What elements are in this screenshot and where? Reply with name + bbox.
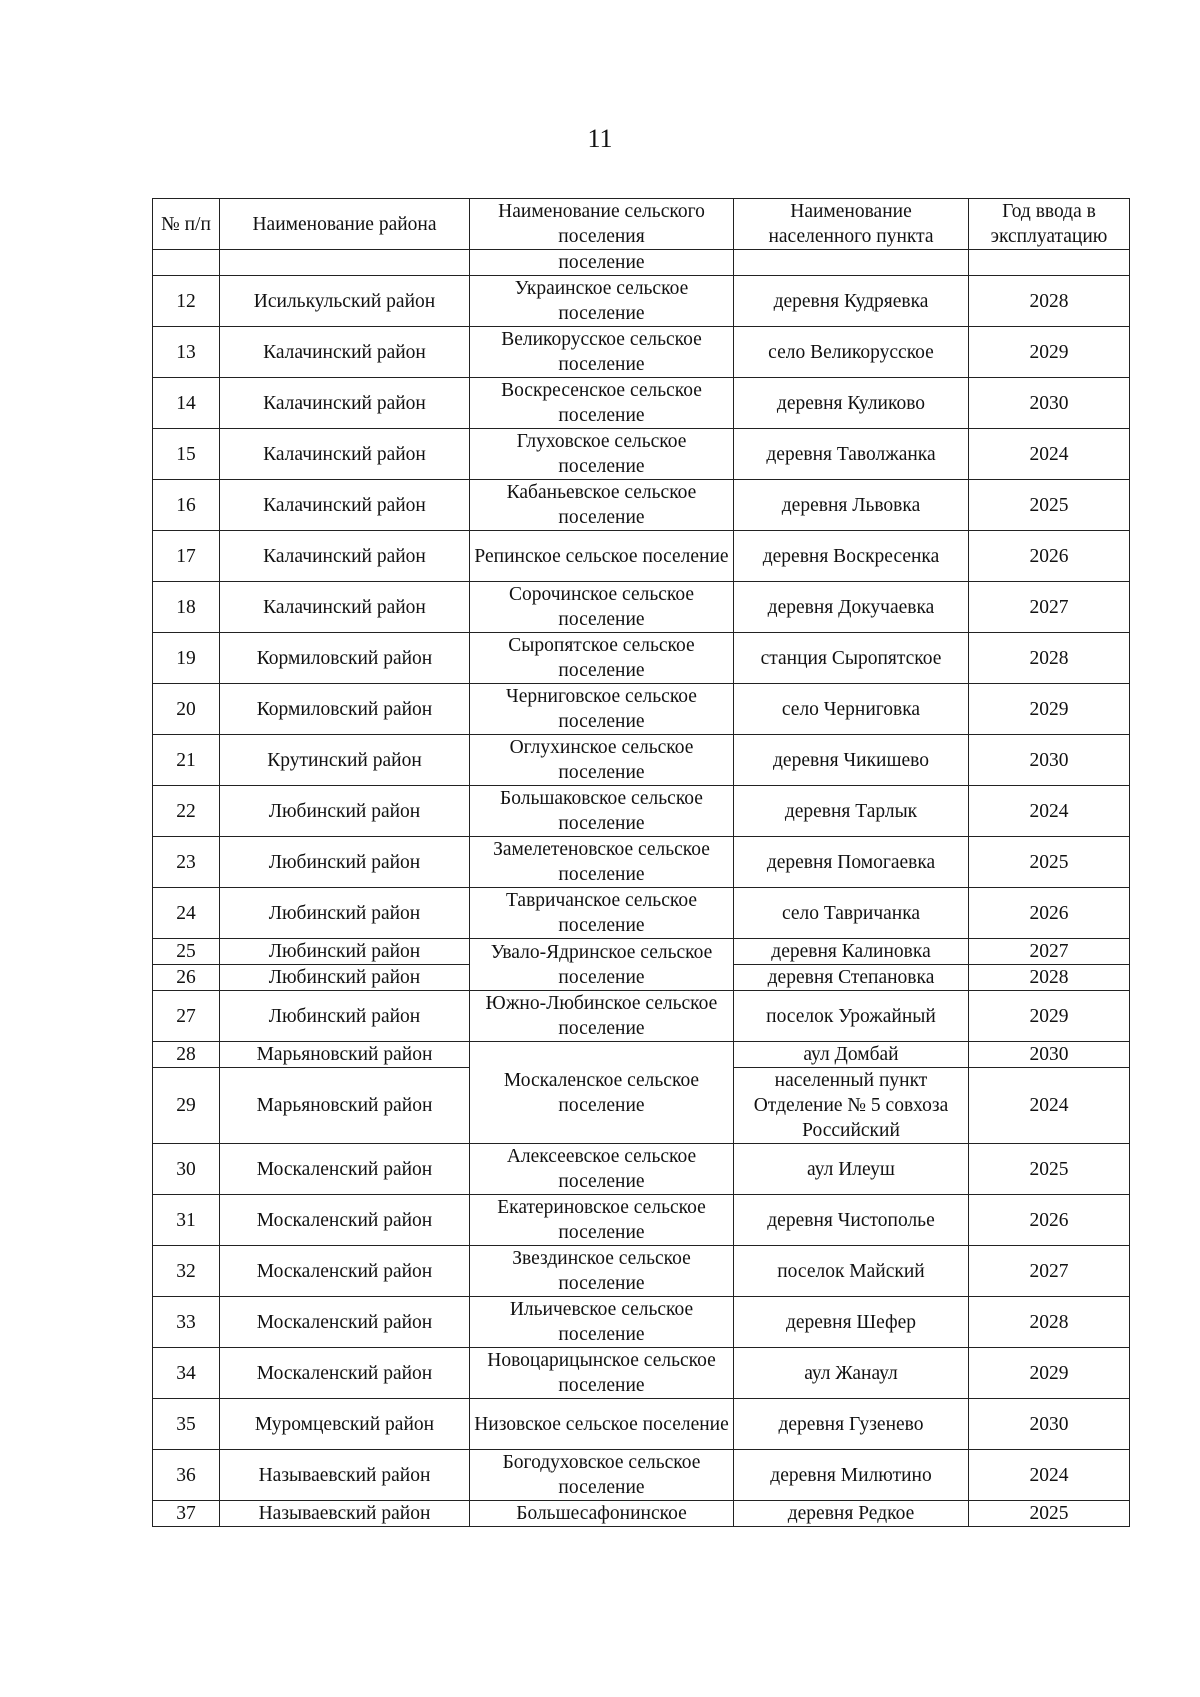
- cell-settlement: Алексеевское сельское поселение: [470, 1144, 734, 1195]
- cell-number: 22: [153, 786, 220, 837]
- header-locality: Наименование населенного пункта: [734, 199, 969, 250]
- table-row: [153, 1297, 1130, 1348]
- cell-district: Марьяновский район: [220, 1042, 470, 1068]
- table-row: [153, 837, 1130, 888]
- cell-year: 2027: [969, 939, 1130, 965]
- cell-locality: деревня Докучаевка: [734, 582, 969, 633]
- table-row: [153, 480, 1130, 531]
- cell-year: 2024: [969, 429, 1130, 480]
- cell-locality: аул Жанаул: [734, 1348, 969, 1399]
- cell-number: 15: [153, 429, 220, 480]
- cell-number: 26: [153, 965, 220, 991]
- table-row: [153, 1501, 1130, 1527]
- table-row: [153, 1042, 1130, 1068]
- cell-year: 2029: [969, 1348, 1130, 1399]
- cell-locality: деревня Шефер: [734, 1297, 969, 1348]
- cell-district: Москаленский район: [220, 1195, 470, 1246]
- table-row: [153, 327, 1130, 378]
- cell-number: 34: [153, 1348, 220, 1399]
- cell-year: 2025: [969, 1501, 1130, 1527]
- cell-year: 2025: [969, 1144, 1130, 1195]
- table-row: [153, 939, 1130, 965]
- cell-settlement: Репинское сельское поселение: [470, 531, 734, 582]
- cell-district: Называевский район: [220, 1450, 470, 1501]
- cell-year: 2027: [969, 582, 1130, 633]
- cell-year: 2030: [969, 735, 1130, 786]
- table-row: [153, 1195, 1130, 1246]
- cell-district: Калачинский район: [220, 429, 470, 480]
- table-row: [153, 786, 1130, 837]
- cell-settlement: Новоцарицынское сельское поселение: [470, 1348, 734, 1399]
- cell-locality: поселок Майский: [734, 1246, 969, 1297]
- cell-locality: деревня Помогаевка: [734, 837, 969, 888]
- header-number: № п/п: [153, 199, 220, 250]
- cell-locality: село Великорусское: [734, 327, 969, 378]
- cell-number: 14: [153, 378, 220, 429]
- cell-district: Марьяновский район: [220, 1068, 470, 1144]
- cell-locality: деревня Тарлык: [734, 786, 969, 837]
- cell-district: Крутинский район: [220, 735, 470, 786]
- cell-locality: населенный пункт Отделение № 5 совхоза Российский: [734, 1068, 969, 1144]
- cell-settlement: Глуховское сельское поселение: [470, 429, 734, 480]
- cell-locality: деревня Кудряевка: [734, 276, 969, 327]
- cell-settlement: Великорусское сельское поселение: [470, 327, 734, 378]
- cell-number: 13: [153, 327, 220, 378]
- cell-year: 2026: [969, 888, 1130, 939]
- cell-district: Любинский район: [220, 991, 470, 1042]
- cell-year: 2024: [969, 786, 1130, 837]
- cell-district: Кормиловский район: [220, 684, 470, 735]
- cell-district: Калачинский район: [220, 327, 470, 378]
- cell-year: 2026: [969, 531, 1130, 582]
- cell-number: 32: [153, 1246, 220, 1297]
- cell-settlement: Сыропятское сельское поселение: [470, 633, 734, 684]
- cell-settlement: Увало-Ядринское сельское поселение: [470, 939, 734, 991]
- cell-locality: аул Илеуш: [734, 1144, 969, 1195]
- cell-year: 2025: [969, 837, 1130, 888]
- cell-district: Калачинский район: [220, 582, 470, 633]
- cell-locality: деревня Львовка: [734, 480, 969, 531]
- cell-settlement: Черниговское сельское поселение: [470, 684, 734, 735]
- cell-district: Москаленский район: [220, 1246, 470, 1297]
- table-row: [153, 582, 1130, 633]
- cell-district: Калачинский район: [220, 480, 470, 531]
- cell-district: Кормиловский район: [220, 633, 470, 684]
- cell-locality: деревня Милютино: [734, 1450, 969, 1501]
- cell-settlement: поселение: [470, 250, 734, 276]
- cell-number: 29: [153, 1068, 220, 1144]
- cell-district: Любинский район: [220, 786, 470, 837]
- cell-settlement: Ильичевское сельское поселение: [470, 1297, 734, 1348]
- cell-locality: деревня Гузенево: [734, 1399, 969, 1450]
- cell-district: Любинский район: [220, 939, 470, 965]
- header-district: Наименование района: [220, 199, 470, 250]
- cell-settlement: Кабаньевское сельское поселение: [470, 480, 734, 531]
- cell-locality: деревня Куликово: [734, 378, 969, 429]
- cell-locality: деревня Редкое: [734, 1501, 969, 1527]
- table-row: [153, 429, 1130, 480]
- cell-year: 2024: [969, 1450, 1130, 1501]
- cell-settlement: Сорочинское сельское поселение: [470, 582, 734, 633]
- cell-year: [969, 250, 1130, 276]
- cell-number: [153, 250, 220, 276]
- table-row: [153, 684, 1130, 735]
- cell-year: 2029: [969, 684, 1130, 735]
- cell-settlement: Воскресенское сельское поселение: [470, 378, 734, 429]
- table-row: [153, 1246, 1130, 1297]
- cell-year: 2029: [969, 327, 1130, 378]
- cell-number: 30: [153, 1144, 220, 1195]
- cell-district: Называевский район: [220, 1501, 470, 1527]
- settlements-table: [152, 198, 1130, 1527]
- cell-year: 2025: [969, 480, 1130, 531]
- cell-settlement: Украинское сельское поселение: [470, 276, 734, 327]
- cell-year: 2030: [969, 1399, 1130, 1450]
- cell-year: 2024: [969, 1068, 1130, 1144]
- cell-locality: деревня Воскресенка: [734, 531, 969, 582]
- cell-number: 27: [153, 991, 220, 1042]
- cell-district: Москаленский район: [220, 1297, 470, 1348]
- cell-number: 17: [153, 531, 220, 582]
- table-row: [153, 378, 1130, 429]
- cell-year: 2028: [969, 1297, 1130, 1348]
- cell-locality: деревня Чикишево: [734, 735, 969, 786]
- table-row: [153, 991, 1130, 1042]
- table-row: [153, 1399, 1130, 1450]
- cell-settlement: Богодуховское сельское поселение: [470, 1450, 734, 1501]
- table-row: [153, 1450, 1130, 1501]
- cell-locality: поселок Урожайный: [734, 991, 969, 1042]
- cell-district: Любинский район: [220, 837, 470, 888]
- cell-year: 2027: [969, 1246, 1130, 1297]
- table-row: [153, 1348, 1130, 1399]
- cell-year: 2028: [969, 965, 1130, 991]
- cell-number: 25: [153, 939, 220, 965]
- table-header-row: [153, 199, 1130, 250]
- cell-district: Калачинский район: [220, 531, 470, 582]
- cell-year: 2028: [969, 633, 1130, 684]
- cell-locality: станция Сыропятское: [734, 633, 969, 684]
- cell-number: 28: [153, 1042, 220, 1068]
- cell-locality: деревня Таволжанка: [734, 429, 969, 480]
- cell-locality: деревня Калиновка: [734, 939, 969, 965]
- cell-settlement: Оглухинское сельское поселение: [470, 735, 734, 786]
- cell-settlement: Низовское сельское поселение: [470, 1399, 734, 1450]
- header-settlement: Наименование сельского поселения: [470, 199, 734, 250]
- cell-number: 23: [153, 837, 220, 888]
- cell-number: 31: [153, 1195, 220, 1246]
- cell-number: 20: [153, 684, 220, 735]
- cell-district: Любинский район: [220, 965, 470, 991]
- table-row: [153, 888, 1130, 939]
- cell-year: 2030: [969, 378, 1130, 429]
- table-row: [153, 735, 1130, 786]
- cell-settlement: Звездинское сельское поселение: [470, 1246, 734, 1297]
- cell-district: Любинский район: [220, 888, 470, 939]
- table-row: [153, 276, 1130, 327]
- continuation-row: [153, 250, 1130, 276]
- cell-number: 21: [153, 735, 220, 786]
- cell-locality: село Черниговка: [734, 684, 969, 735]
- cell-district: [220, 250, 470, 276]
- cell-district: Муромцевский район: [220, 1399, 470, 1450]
- cell-year: 2026: [969, 1195, 1130, 1246]
- header-year: Год ввода в эксплуатацию: [969, 199, 1130, 250]
- table-row: [153, 531, 1130, 582]
- cell-settlement: Замелетеновское сельское поселение: [470, 837, 734, 888]
- cell-district: Исилькульский район: [220, 276, 470, 327]
- cell-number: 18: [153, 582, 220, 633]
- cell-number: 19: [153, 633, 220, 684]
- cell-year: 2030: [969, 1042, 1130, 1068]
- cell-number: 12: [153, 276, 220, 327]
- cell-locality: село Тавричанка: [734, 888, 969, 939]
- cell-district: Москаленский район: [220, 1348, 470, 1399]
- page-number: 11: [587, 124, 613, 153]
- cell-year: 2029: [969, 991, 1130, 1042]
- cell-number: 33: [153, 1297, 220, 1348]
- cell-locality: деревня Степановка: [734, 965, 969, 991]
- cell-district: Москаленский район: [220, 1144, 470, 1195]
- cell-settlement: Екатериновское сельское поселение: [470, 1195, 734, 1246]
- cell-locality: [734, 250, 969, 276]
- cell-number: 24: [153, 888, 220, 939]
- cell-settlement: Тавричанское сельское поселение: [470, 888, 734, 939]
- cell-settlement: Большесафонинское: [470, 1501, 734, 1527]
- cell-number: 37: [153, 1501, 220, 1527]
- cell-settlement: Большаковское сельское поселение: [470, 786, 734, 837]
- cell-number: 36: [153, 1450, 220, 1501]
- cell-number: 35: [153, 1399, 220, 1450]
- cell-locality: аул Домбай: [734, 1042, 969, 1068]
- table-row: [153, 1144, 1130, 1195]
- table-row: [153, 633, 1130, 684]
- cell-number: 16: [153, 480, 220, 531]
- cell-year: 2028: [969, 276, 1130, 327]
- cell-settlement: Москаленское сельское поселение: [470, 1042, 734, 1144]
- cell-district: Калачинский район: [220, 378, 470, 429]
- cell-locality: деревня Чистополье: [734, 1195, 969, 1246]
- cell-settlement: Южно-Любинское сельское поселение: [470, 991, 734, 1042]
